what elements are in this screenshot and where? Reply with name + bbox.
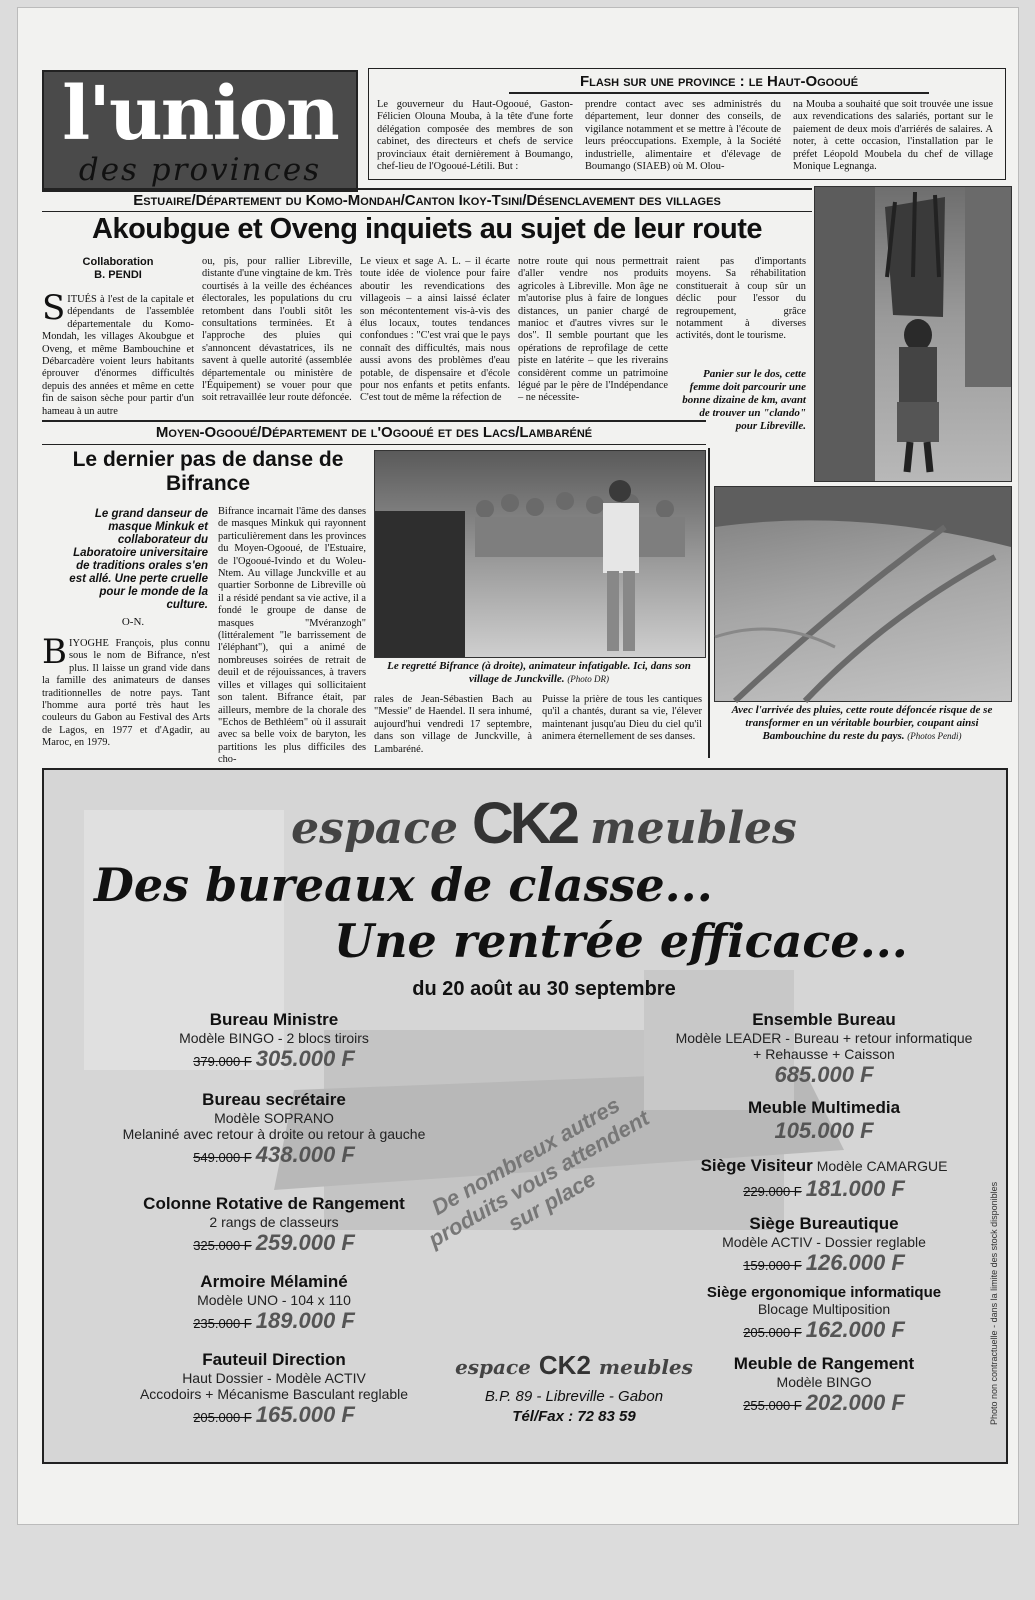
item-title: Meuble Multimedia xyxy=(747,1098,901,1117)
item-title: Siège ergonomique informatique xyxy=(706,1284,942,1301)
ad-disclaimer-container xyxy=(984,1130,998,1430)
ad-brand xyxy=(224,790,864,857)
item-siege-ergonomique xyxy=(664,1284,984,1354)
divider xyxy=(42,188,812,190)
ck2-logo: CK2 xyxy=(472,791,577,856)
flash-heading: Flash sur une province : le Haut-Ogooué xyxy=(509,73,929,94)
item-desc: Modèle BINGO - 2 blocs tiroirs xyxy=(179,1030,369,1046)
section-heading-moyen-ogooue: Moyen-Ogooué/Département de l'Ogooué et des Lacs/Lambaréné xyxy=(155,424,593,441)
item-desc: 2 rangs de classeurs xyxy=(209,1214,339,1230)
new-price: 202.000 F xyxy=(805,1390,905,1415)
old-price: 379.000 F xyxy=(193,1054,252,1069)
item-title: Colonne Rotative de Rangement xyxy=(143,1194,405,1213)
article2-byline: O-N. xyxy=(121,616,145,628)
masthead-subtitle: des provinces xyxy=(78,152,322,188)
photo-credit-pendi: (Photos Pendi) xyxy=(907,731,962,741)
item-ensemble-bureau xyxy=(664,1010,984,1098)
old-price: 205.000 F xyxy=(743,1325,802,1340)
footer-brand-meubles: meubles xyxy=(598,1355,693,1379)
photo-caption-bifrance-text: Le regretté Bifrance (à droite), animateur infatigable. Ici, dans son village de Junckville. xyxy=(387,660,691,685)
item-desc: Modèle SOPRANO xyxy=(214,1110,334,1126)
article2-col-4: Puisse la prière de tous les cantiques qu'il a chantés, durant sa vie, l'élever maintenant jusqu'au Dieu du ciel qu'il animera éternellement de ses danses. xyxy=(542,694,702,743)
new-price: 189.000 F xyxy=(255,1308,355,1333)
byline-name: B. PENDI xyxy=(94,269,142,281)
ad-dates: du 20 août au 30 septembre xyxy=(412,978,676,1000)
article2-col-3: rales de Jean-Sébastien Bach au "Messie" de Haendel. Il sera inhumé, aujourd'hui vendredi 17 septembre, dans son village de Junckville, à Lambaréné. xyxy=(374,694,532,755)
article2-lead: Le grand danseur de masque Minkuk et collaborateur du Laboratoire universitaire de traditions orales s'en est allé. Une perte cruelle pour le monde de la culture. xyxy=(69,508,208,611)
section-heading-estuaire: Estuaire/Département du Komo-Mondah/Canton Ikoy-Tsini/Désenclavement des villages xyxy=(133,192,721,209)
right-items xyxy=(664,1010,984,1424)
woman-figure-image xyxy=(815,187,1011,481)
item-title: Bureau secrétaire xyxy=(202,1090,346,1109)
flash-col-2: prendre contact avec ses administrés du département, leur donner des conseils, de vigilance notamment et se mettre à l'écoute de leurs préoccupations. Exemple, à la Société industrielle, alimentaire et d'élevage de Boumango (SIAEB) où M. Olou- xyxy=(585,99,781,173)
old-price: 325.000 F xyxy=(193,1238,252,1253)
new-price: 685.000 F xyxy=(774,1062,874,1087)
article2-col-2: Bifrance incarnait l'âme des danses de masques Minkuk qui rayonnent particulièrement dans les provinces du Moyen-Ogooué, de l'Estuaire, de l'Ogooué-Ivindo et du Woleu-Ntem. Au village Junckville et au quartier Sorbonne de Libreville où il a résidé pendant sa vie active, il a fondé le groupe de danse de masques "Mvéranzogh" (littéralement "le barrissement de l'éléphant"), qui a animé de nombreuses soirées de retrait de deuil et de réjouissances, à travers villes et villages qui sollicitaient son talent. Bifrance était, par ailleurs, membre de la chorale des "Echos de Bethléem" où il assurait avec sa belle voix de baryton, les partitions les plus difficiles des cho- xyxy=(218,506,367,766)
old-price: 205.000 F xyxy=(193,1410,252,1425)
new-price: 259.000 F xyxy=(255,1230,355,1255)
item-title: Armoire Mélaminé xyxy=(200,1272,348,1291)
ad-address: B.P. 89 - Libreville - Gabon xyxy=(484,1388,664,1405)
item-title: Fauteuil Direction xyxy=(202,1350,346,1369)
masthead xyxy=(42,70,358,192)
brand-espace: espace xyxy=(291,803,458,854)
item-siege-visiteur xyxy=(664,1156,984,1214)
old-price: 229.000 F xyxy=(743,1184,802,1199)
ad-stamp-text: De nombreux autres produits vous attendent sur place xyxy=(424,1092,654,1253)
divider xyxy=(42,211,812,212)
item-desc: Modèle CAMARGUE xyxy=(816,1158,948,1174)
footer-brand-espace: espace xyxy=(455,1355,531,1379)
ck2-advertisement xyxy=(42,768,1008,1464)
dance-scene-image xyxy=(375,451,705,657)
item-title: Ensemble Bureau xyxy=(752,1010,896,1029)
item-desc: Modèle UNO - 104 x 110 xyxy=(197,1292,351,1308)
old-price: 549.000 F xyxy=(193,1150,252,1165)
new-price: 162.000 F xyxy=(805,1317,905,1342)
photo-caption-bifrance xyxy=(374,660,704,686)
headline-akoubgue: Akoubgue et Oveng inquiets au sujet de leur route xyxy=(92,213,762,245)
headline-bifrance: Le dernier pas de danse de Bifrance xyxy=(72,448,344,495)
photo-credit-dr: (Photo DR) xyxy=(567,674,610,684)
item-desc: Blocage Multiposition xyxy=(757,1301,891,1317)
article2-col-1-text: IYOGHE François, plus connu sous le nom de Bifrance, n'est plus. Il laisse un grand vide dans la famille des animateurs de danses traditionnelles de notre pays. Tant l'homme aura porté très haut les couleurs du Gabon au Festival des Arts de Lagos, en 1977 et d'Agadir, au Maroc, en 1979. xyxy=(42,638,210,749)
masthead-title: l'union xyxy=(62,71,338,157)
byline-label: Collaboration xyxy=(82,256,154,268)
photo-woman-basket xyxy=(814,186,1012,482)
ad-headline-2: Une rentrée efficace... xyxy=(334,914,908,968)
old-price: 235.000 F xyxy=(193,1316,252,1331)
item-title: Siège Visiteur xyxy=(700,1156,813,1175)
item-desc-2: Accodoirs + Mécanisme Basculant reglable xyxy=(139,1386,409,1402)
ad-phone: Tél/Fax : 72 83 59 xyxy=(512,1408,636,1425)
article2-col-1 xyxy=(42,632,210,758)
article1-col-1-text: ITUÉS à l'est de la capitale et dépendants de l'assemblée départementale du Komo-Mondah, les villages Akoubgue et Oveng, et même Bambouchine et Débarcadère voient leurs habitants éprouver d'énormes difficultés depuis des années et même en cette fin de saison sèche pour partir d'un hameau à un autre xyxy=(42,294,194,417)
newspaper-page xyxy=(18,8,1018,1524)
flash-box xyxy=(368,68,1006,180)
new-price: 126.000 F xyxy=(805,1250,905,1275)
flash-col-3: na Mouba a souhaité que soit trouvée une issue aux revendications des salariés, portant sur le paiement de deux mois d'arriérés de salaires. A noter, à cette occasion, l'installation par le préfet Léopold Moubela du chef de village Monique Legnanga. xyxy=(793,99,993,173)
article1-col-5: raient pas d'importants moyens. Sa réhabilitation constituerait à coup sûr un déclic pour l'essor du regroupement, grâce notamment à diverses activités, dont le tourisme. xyxy=(676,256,806,342)
new-price: 305.000 F xyxy=(255,1046,355,1071)
column-divider xyxy=(708,448,710,758)
new-price: 105.000 F xyxy=(774,1118,874,1143)
item-desc: Haut Dossier - Modèle ACTIV xyxy=(182,1370,366,1386)
article1-col-2: ou, pis, pour rallier Libreville, distante d'une vingtaine de km. Très courtisés à la veille des échéances électorales, les populations du cru retombent dans l'oubli sitôt les consultations terminées. Et à l'approche des pluies qui s'annoncent dévastatrices, ils ne savent à quelle autorité (assemblée départementale ou ministère de l'Équipement) se vouer pour que soit retravaillée leur route défoncée. xyxy=(202,256,352,404)
new-price: 181.000 F xyxy=(805,1176,905,1201)
ad-disclaimer: Photo non contractuelle - dans la limite des stock disponibles xyxy=(989,1181,999,1425)
old-price: 159.000 F xyxy=(743,1258,802,1273)
ad-headline-1: Des bureaux de classe... xyxy=(94,858,713,912)
item-armoire-melamine xyxy=(84,1272,464,1350)
article1-col-1 xyxy=(42,288,194,417)
new-price: 165.000 F xyxy=(255,1402,355,1427)
item-desc-2: + Rehausse + Caisson xyxy=(753,1046,895,1062)
item-desc: Modèle BINGO xyxy=(776,1374,872,1390)
item-fauteuil-direction xyxy=(84,1350,464,1454)
item-desc: Modèle LEADER - Bureau + retour informatique xyxy=(675,1030,973,1046)
item-desc-2: Melaniné avec retour à droite ou retour à gauche xyxy=(122,1126,426,1142)
photo-bifrance-dance xyxy=(374,450,706,658)
photo-caption-basket: Panier sur le dos, cette femme doit parcourir une bonne dizaine de km, avant de trouver un "clando" pour Libreville. xyxy=(682,368,806,432)
road-image xyxy=(715,487,1011,701)
divider xyxy=(42,444,706,445)
new-price: 438.000 F xyxy=(255,1142,355,1167)
item-title: Meuble de Rangement xyxy=(733,1354,915,1373)
old-price: 255.000 F xyxy=(743,1398,802,1413)
footer-ck2-logo: CK2 xyxy=(538,1350,591,1380)
item-bureau-ministre xyxy=(84,1010,464,1090)
dropcap: S xyxy=(42,288,66,328)
flash-col-1: Le gouverneur du Haut-Ogooué, Gaston-Félicien Olouna Mouba, à la tête d'une forte délégation composée des membres de son cabinet, des directeurs et chefs de service provinciaux était dernièrement à Boumango, chef-lieu de l'Ogooué-Létili. But : xyxy=(377,99,573,173)
item-meuble-rangement xyxy=(664,1354,984,1424)
item-siege-bureautique xyxy=(664,1214,984,1284)
photo-caption-road xyxy=(714,704,1010,743)
item-bureau-secretaire xyxy=(84,1090,464,1194)
article1-col-3: Le vieux et sage A. L. – il écarte toute idée de violence pour faire aboutir les revendications des villageois – a ainsi laissé éclater son mécontentement vis-à-vis des élus locaux, toutes tendances confondues : "C'est vrai que le pays connaît des difficultés, mais nous aussi avons des problèmes d'eau potable, de dispensaire et d'école pour nos enfants et petits enfants. C'est tout de même la réfection de xyxy=(360,256,510,404)
photo-damaged-road xyxy=(714,486,1012,702)
article1-col-4: notre route qui nous permettrait d'aller vendre nos produits agricoles à Libreville. Mon âge ne m'autorise plus à faire de longues distances, un panier chargé de manioc et d'autres vivres sur le dos". Il semble pourtant que les opérations de reprofilage de cette piste en latérite – que les riverains considèrent comme un patrimoine légué par le père de l'Indépendance – ne nécessite- xyxy=(518,256,668,404)
photo-caption-road-text: Avec l'arrivée des pluies, cette route défoncée risque de se transformer en un véritable bourbier, coupant ainsi Bambouchine du reste du pays. xyxy=(731,704,993,742)
item-title: Bureau Ministre xyxy=(209,1010,339,1029)
item-meuble-multimedia xyxy=(664,1098,984,1156)
item-desc: Modèle ACTIV - Dossier reglable xyxy=(722,1234,926,1250)
divider xyxy=(42,420,706,422)
dropcap: B xyxy=(42,632,67,672)
item-title: Siège Bureautique xyxy=(749,1214,899,1233)
brand-meubles: meubles xyxy=(590,803,797,854)
